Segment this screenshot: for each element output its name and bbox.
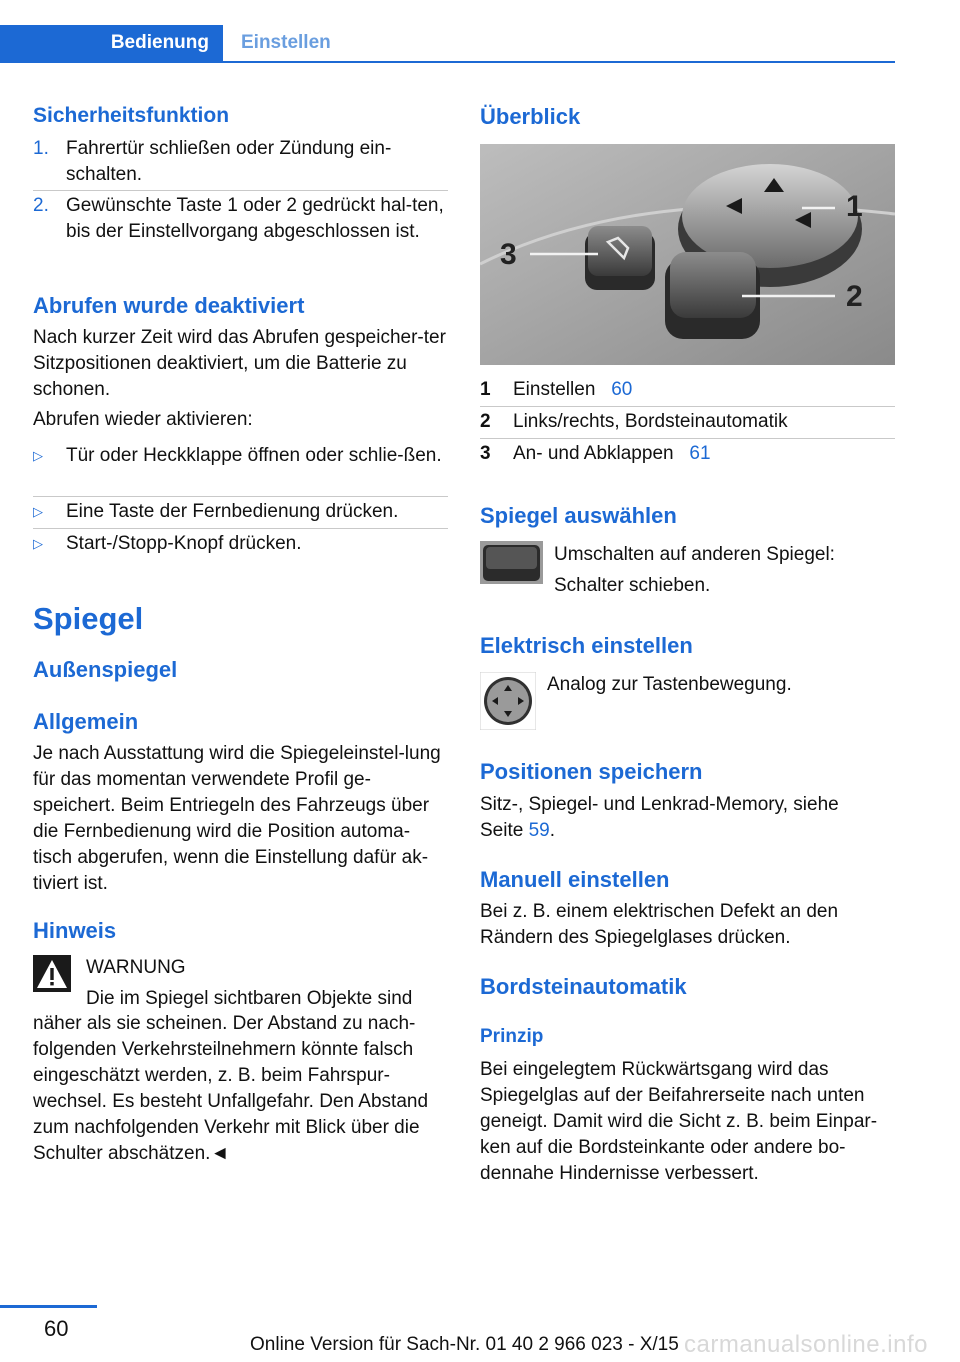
- page-number: 60: [44, 1316, 69, 1341]
- warning-body: näher als sie scheinen. Der Abstand zu nach-folgenden Verkehrsteilnehmern könnte falsch eingeschätzt werden, z. B. beim Fahrspur-wechsel. Es besteht Unfallgefahr. Den Abstand zum nachfolgenden Verkehr mit Blick über die Schulter abschätzen.: [33, 1013, 429, 1164]
- step-number: 2.: [33, 195, 49, 216]
- warning-label: WARNUNG: [86, 957, 186, 978]
- online-version-text: Online Version für Sach-Nr. 01 40 2 966 023 - X/15: [250, 1334, 679, 1355]
- tab-einstellen[interactable]: Einstellen: [241, 32, 331, 53]
- warning-text: [33, 1011, 448, 1167]
- divider: [33, 496, 448, 497]
- chapter-tabs: [0, 25, 895, 63]
- triangle-bullet-icon: ▷: [33, 448, 43, 463]
- bullet-item: [33, 499, 448, 525]
- divider: [33, 190, 448, 191]
- select-text-1: Umschalten auf anderen Spiegel:: [554, 544, 835, 565]
- legend-number: 1: [480, 379, 491, 400]
- sicherheit-title: Sicherheitsfunktion: [33, 104, 230, 127]
- footer-accent-bar: [0, 1305, 97, 1308]
- manuell-title: Manuell einstellen: [480, 867, 670, 892]
- reactivate-label: Abrufen wieder aktivieren:: [33, 409, 253, 430]
- figure-label-2: 2: [846, 280, 863, 313]
- positionen-line-2: Seite: [480, 820, 524, 841]
- bullet-text: Tür oder Heckklappe öffnen oder schlie-ßen.: [66, 445, 442, 466]
- page-ref-link[interactable]: 59: [528, 820, 550, 841]
- positionen-line-1: Sitz-, Spiegel- und Lenkrad-Memory, siehe: [480, 794, 839, 815]
- legend-row: [480, 438, 895, 470]
- prinzip-title: Prinzip: [480, 1026, 544, 1047]
- legend-label: [513, 441, 711, 467]
- manuell-text: Bei z. B. einem elektrischen Defekt an den Rändern des Spiegelglases drücken.: [480, 901, 839, 948]
- allgemein-text: Je nach Ausstattung wird die Spiegeleinstel-lung für das momentan verwendete Profil ge-speichert. Beim Entriegeln des Fahrzeugs über die Fernbedienung wird die Position automa-tisch abgerufen, wenn die Einstellung dafür ak-tiviert ist.: [33, 743, 441, 894]
- watermark: carmanualsonline.info: [684, 1331, 928, 1358]
- step-text: Fahrertür schließen oder Zündung ein-schalten.: [66, 138, 392, 185]
- legend-text: An- und Abklappen: [513, 443, 674, 464]
- warning-icon: [33, 955, 71, 997]
- elektrisch-text: Analog zur Tastenbewegung.: [547, 674, 792, 695]
- prinzip-text: Bei eingelegtem Rückwärtsgang wird das Spiegelglas auf der Beifahrerseite nach unten geneigt. Damit wird die Sicht z. B. beim Einpar-ken auf die Bordsteinkante oder andere bo-dennahe Hindernisse verbessert.: [480, 1059, 878, 1184]
- bordstein-title: Bordsteinautomatik: [480, 974, 687, 999]
- positionen-text: [480, 792, 895, 844]
- legend-row: [480, 406, 895, 439]
- page-ref-link[interactable]: 61: [689, 443, 711, 464]
- bullet-item: [33, 531, 448, 557]
- positionen-title: Positionen speichern: [480, 759, 703, 784]
- select-title: Spiegel auswählen: [480, 503, 677, 528]
- step-text: Gewünschte Taste 1 oder 2 gedrückt hal-ten, bis der Einstellvorgang abgeschlossen ist.: [66, 195, 444, 242]
- end-mark: ◄: [210, 1143, 230, 1164]
- elektrisch-title: Elektrisch einstellen: [480, 633, 693, 658]
- abrufen-text: Nach kurzer Zeit wird das Abrufen gespeicher-ter Sitzpositionen deaktiviert, um die Batterie zu schonen.: [33, 327, 446, 400]
- abrufen-title: Abrufen wurde deaktiviert: [33, 293, 305, 318]
- period: .: [549, 820, 556, 841]
- hinweis-title: Hinweis: [33, 918, 117, 943]
- mirror-switch-figure: [480, 144, 895, 365]
- triangle-bullet-icon: ▷: [33, 536, 43, 551]
- warning-first-line: Die im Spiegel sichtbaren Objekte sind: [86, 988, 413, 1009]
- bullet-text: Start-/Stopp-Knopf drücken.: [66, 533, 302, 554]
- step-2: [33, 193, 448, 245]
- legend-number: 2: [480, 411, 491, 432]
- step-number: 1.: [33, 138, 49, 159]
- legend-label: [513, 377, 632, 403]
- figure-label-3: 3: [500, 238, 517, 271]
- legend-text: Einstellen: [513, 379, 596, 400]
- tab-bedienung[interactable]: Bedienung: [0, 25, 223, 61]
- aussenspiegel-title: Außenspiegel: [33, 657, 178, 682]
- step-1: [33, 136, 448, 188]
- mirror-select-switch-icon: [480, 541, 543, 584]
- legend-text: Links/rechts, Bordsteinautomatik: [513, 411, 788, 432]
- spiegel-title: Spiegel: [33, 601, 144, 636]
- page-ref-link[interactable]: 60: [611, 379, 633, 400]
- bullet-item: [33, 443, 448, 469]
- allgemein-title: Allgemein: [33, 709, 139, 734]
- divider: [33, 528, 448, 529]
- legend-number: 3: [480, 443, 491, 464]
- overview-title: Überblick: [480, 104, 581, 129]
- legend-row: [480, 374, 895, 407]
- bullet-text: Eine Taste der Fernbedienung drücken.: [66, 501, 399, 522]
- figure-label-1: 1: [846, 190, 863, 223]
- select-text-2: Schalter schieben.: [554, 575, 711, 596]
- mirror-adjust-dial-icon: [480, 672, 536, 730]
- triangle-bullet-icon: ▷: [33, 504, 43, 519]
